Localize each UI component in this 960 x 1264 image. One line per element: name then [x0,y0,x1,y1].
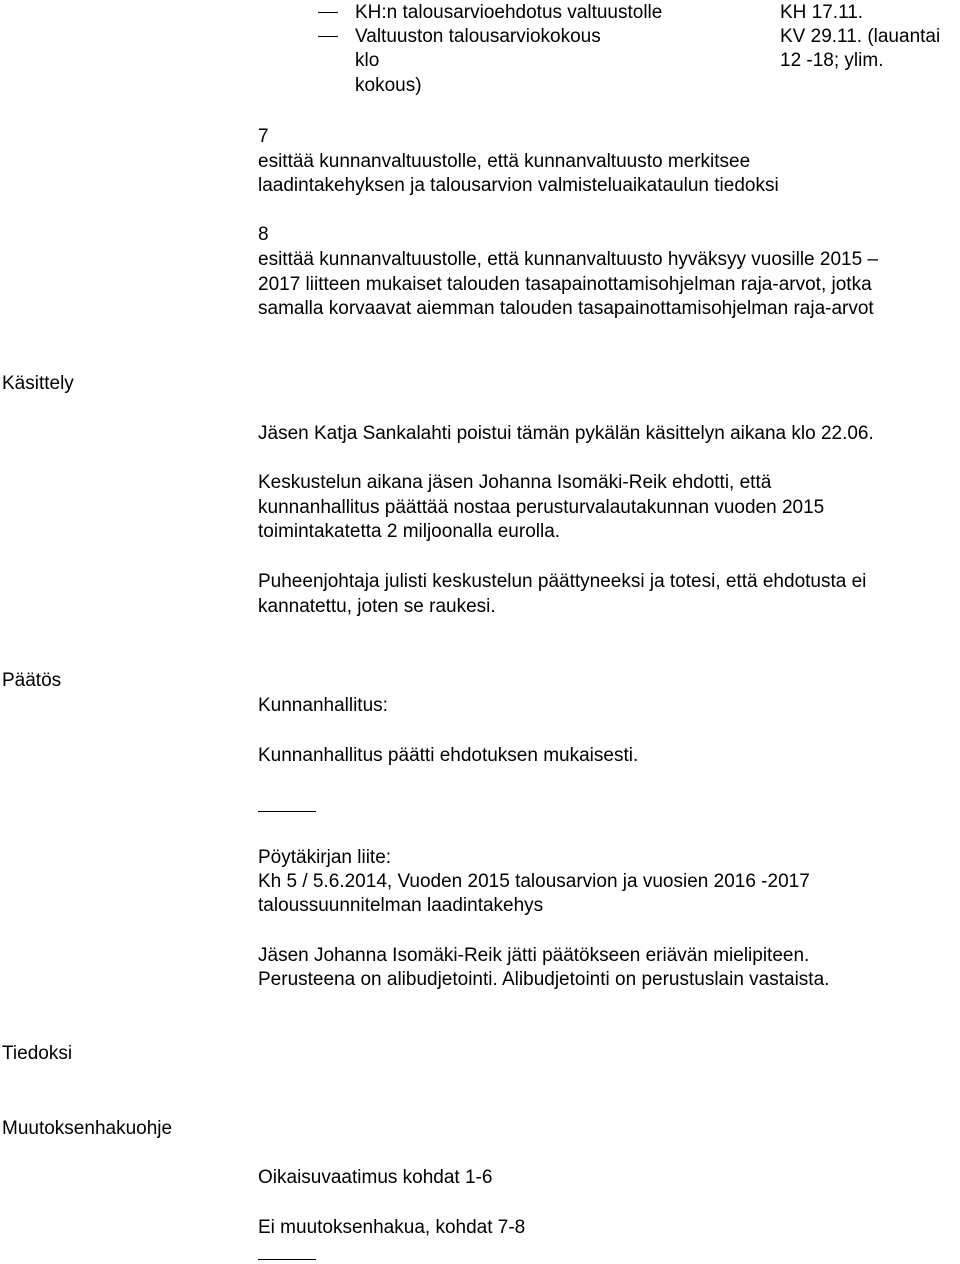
item8-line2: 2017 liitteen mukaiset talouden tasapainottamisohjelman raja-arvot, jotka [258,274,872,295]
attachment-line1: Kh 5 / 5.6.2014, Vuoden 2015 talousarvion ja vuosien 2016 -2017 [258,871,810,892]
attachment-line2: taloussuunnitelman laadintakehys [258,895,544,916]
list-bullet-dash [318,12,338,13]
item7-line1: esittää kunnanvaltuustolle, että kunnanvaltuusto merkitsee [258,151,751,172]
schedule-row2-label-line1: Valtuuston talousarviokokous [355,26,601,47]
separator-line [258,1259,316,1260]
kasittely-heading: Käsittely [2,373,74,394]
schedule-row1-date: KH 17.11. [780,2,864,23]
list-bullet-dash [318,36,338,37]
kasittely-p3-line2: kannatettu, joten se raukesi. [258,596,496,617]
item7-line2: laadintakehyksen ja talousarvion valmisteluaikataulun tiedoksi [258,175,779,196]
separator-line [258,811,316,812]
kasittely-p1: Jäsen Katja Sankalahti poistui tämän pykälän käsittelyn aikana klo 22.06. [258,423,874,444]
tiedoksi-heading: Tiedoksi [2,1043,73,1064]
kasittely-p2-line1: Keskustelun aikana jäsen Johanna Isomäki-Reik ehdotti, että [258,472,772,493]
schedule-row2-date-line1: KV 29.11. (lauantai [780,26,941,47]
appeal-line1: Oikaisuvaatimus kohdat 1-6 [258,1167,493,1188]
kasittely-p2-line2: kunnanhallitus päättää nostaa perusturvalautakunnan vuoden 2015 [258,497,825,518]
item8-line1: esittää kunnanvaltuustolle, että kunnanvaltuusto hyväksyy vuosille 2015 – [258,249,879,270]
schedule-row2-date-line2: 12 -18; ylim. [780,50,884,71]
attachment-title: Pöytäkirjan liite: [258,847,392,868]
kasittely-p3-line1: Puheenjohtaja julisti keskustelun päättyneeksi ja totesi, että ehdotusta ei [258,571,867,592]
dissent-line2: Perusteena on alibudjetointi. Alibudjetointi on perustuslain vastaista. [258,969,830,990]
item7-number: 7 [258,126,269,147]
schedule-row1-label: KH:n talousarvioehdotus valtuustolle [355,2,663,23]
kasittely-p2-line3: toimintakatetta 2 miljoonalla eurolla. [258,521,561,542]
appeal-line2: Ei muutoksenhakua, kohdat 7-8 [258,1217,526,1238]
paatos-decision: Kunnanhallitus päätti ehdotuksen mukaisesti. [258,745,639,766]
muutoksenhakuohje-heading: Muutoksenhakuohje [2,1118,173,1139]
dissent-line1: Jäsen Johanna Isomäki-Reik jätti päätökseen eriävän mielipiteen. [258,945,810,966]
schedule-row2-label-line2: klo [355,50,380,71]
item8-line3: samalla korvaavat aiemman talouden tasapainottamisohjelman raja-arvot [258,298,874,319]
paatos-heading: Päätös [2,670,62,691]
paatos-body-title: Kunnanhallitus: [258,695,388,716]
schedule-row2-date-line3: kokous) [355,75,422,96]
item8-number: 8 [258,224,269,245]
